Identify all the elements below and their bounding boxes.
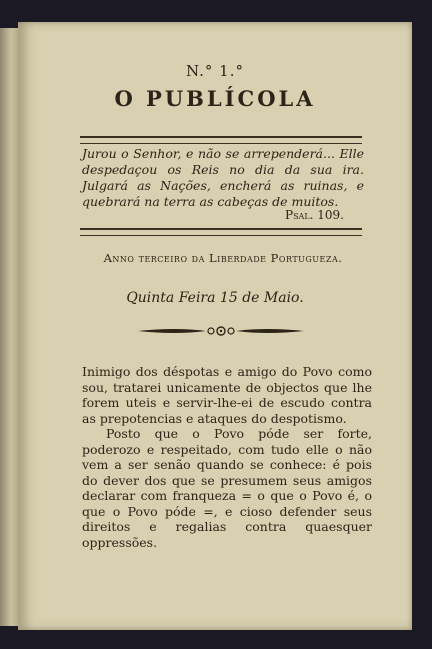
publication-title: O PUBLÍCOLA xyxy=(114,86,316,111)
epigraph-source: Psal. 109. xyxy=(285,208,344,222)
epigraph-text: Jurou o Senhor, e não se arrependerá... Elle despedaçou os Reis no dia da sua ira. Julgará as Nações, encherá as ruinas, e quebrará na terra as cabeças de muitos. xyxy=(82,146,364,209)
article-body xyxy=(82,364,372,550)
document-page xyxy=(18,22,412,630)
facing-page-edge xyxy=(0,28,18,626)
top-rule xyxy=(80,136,362,144)
paragraph-2: Posto que o Povo póde ser forte, poderozo e respeitado, com tudo elle o não vem a ser senão quando se conhece: é pois do dever dos que se presumem seus amigos declarar com franqueza = o que o Povo é, o que o Povo póde =, e cioso defender seus direitos e regalias contra quaesquer oppressões. xyxy=(82,426,372,550)
issue-number: N.° 1.° xyxy=(185,62,244,80)
year-line: Anno terceiro da Liberdade Portugueza. xyxy=(103,251,343,265)
paragraph-1: Inimigo dos déspotas e amigo do Povo como sou, tratarei unicamente de objectos que lhe forem uteis e servir-lhe-ei de escudo contra as prepotencias e ataques do despotismo. xyxy=(82,364,372,426)
issue-date: Quinta Feira 15 de Maio. xyxy=(126,290,304,306)
bottom-rule xyxy=(80,228,362,236)
ornament-divider-icon xyxy=(136,324,306,338)
